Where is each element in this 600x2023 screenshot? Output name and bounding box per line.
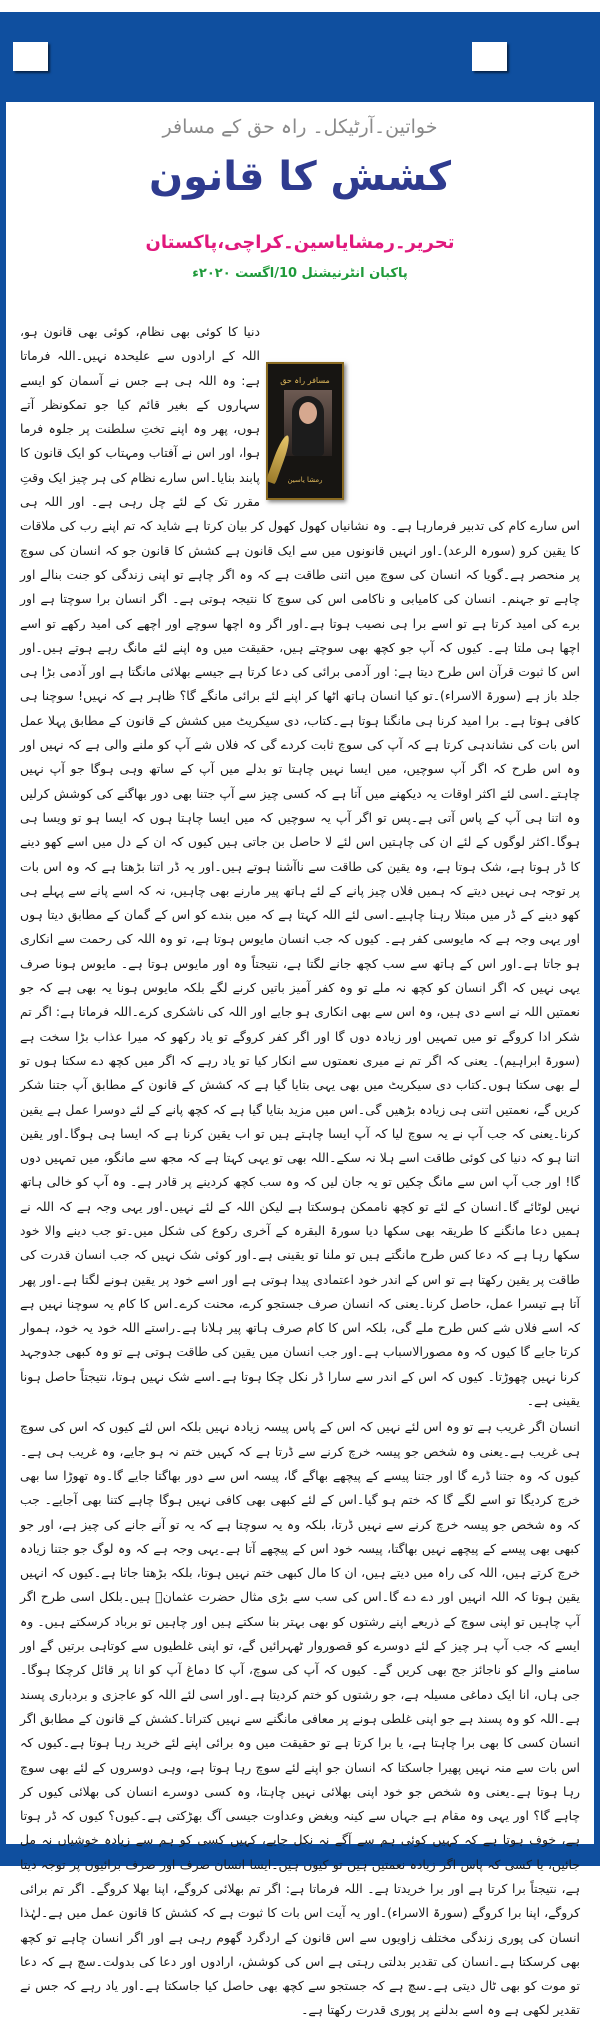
portrait-face — [299, 402, 317, 424]
publication-source: پاکبان انٹرنیشنل 10/اگست ۲۰۲۰ء — [192, 266, 408, 281]
article-title: کشش کا قانون — [148, 154, 452, 200]
corner-square-left — [13, 42, 48, 71]
cover-author-name: رمشا یاسین — [287, 476, 323, 484]
article-panel — [6, 102, 594, 2018]
cover-title: مسافر راہ حق — [280, 376, 330, 385]
author-portrait — [284, 390, 332, 456]
category-kicker: خواتین۔آرٹیکل۔ راہ حق کے مسافر — [162, 116, 438, 138]
corner-square-right — [472, 42, 507, 71]
article-paragraph: دنیا کا کوئی بھی نظام، کوئی بھی قانون ہو، اللہ کے ارادوں سے علیحدہ نہیں۔اللہ فرماتا ہے: وہ اللہ ہی ہے جس نے آسمان کو ایسے سہاروں کے بغیر قائم کیا جو تمکونظر آتے ہوں، پھر وہ اپنے تختِ سلطنت پر جلوہ فرما ہوا، اور اس نے آفتاب ومہتاب کو ایک قانون کا پابند بنایا۔اس سارے نظام کی ہر چیز ایک وقتِ مقرر تک کے لئے چل رہی ہے۔ اور اللہ ہی اس سارے کام کی تدبیر فرمارہا ہے۔ وہ نشانیاں کھول کھول کر بیان کرتا ہے شاید کہ تم اپنے رب کی ملاقات کا یقین کرو (سورہ الرعد)۔اور انہیں قانونوں میں سے ایک قانون ہے کشش کا قانون جو کہ انسان کی سوچ پر منحصر ہے۔گویا کہ انسان کی سوچ میں اتنی طاقت ہے کہ وہ اگر چاہے تو اپنی زندگی کو جنت بنالے اور چاہے تو جہنم۔ انسان کی کامیابی و ناکامی اس کی سوچ کا نتیجہ ہوتی ہے۔ اگر انسان برا سوچتا ہے اور برے کی امید کرتا ہے تو اسے برا ہی نصیب ہوتا ہے۔اور اگر وہ اچھا سوچے اور اچھے کی امید رکھے تو اسے اچھا ہی ملتا ہے۔ کیوں کہ آپ جو کچھ بھی سوچتے ہیں، حقیقت میں وہ اپنے لئے مانگ رہے ہوتے ہیں۔اور اس کا ثبوت قرآن اس طرح دیتا ہے: اور آدمی برائی کی دعا کرتا ہے جیسے بھلائی مانگتا ہے اور آدمی بڑا ہی جلد باز ہے (سورۃ الاسراء)۔تو کیا انسان ہاتھ اٹھا کر اپنے لئے برائی مانگے گا؟ ظاہر ہے کہ نہیں! سوچنا ہی کافی ہوتا ہے۔ برا امید کرنا ہی مانگنا ہوتا ہے۔کتاب، دی سیکریٹ میں کشش کے قانون کے مطابق پہلا عمل اس بات کی نشاندہی کرتا ہے کہ آپ کی سوچ ثابت کردے گی کہ فلاں شے آپ کو ملنے والی ہے کہ نہیں اور وہ اس طرح کہ اگر آپ سوچیں، میں ایسا نہیں چاہتا تو بدلے میں آپ کے ساتھ وہی ہوگا جو آپ نہیں چاہتے۔اسی لئے اکثر اوقات یہ دیکھنے میں آتا ہے کہ کسی چیز سے آپ جتنا بھی دور بھاگنے کی کوشش کرلیں وہ اتنا ہی آپ کے پاس آتی ہے۔پس تو اگر آپ یہ سوچیں کہ میں ایسا چاہتا ہوں کہ ایسا ہو تو ویسا ہی ہوگا۔اکثر لوگوں کے لئے ان کی چاہتیں اس لئے لا حاصل بن جاتی ہیں کیوں کہ ان کے دل میں اسے کھو دینے کا ڈر ہوتا ہے، شک ہوتا ہے، وہ یقین کی طاقت سے ناآشنا ہوتے ہیں۔اور یہ ڈر اتنا بڑھتا ہے کہ وہ اس بات پر توجہ ہی نہیں دیتے کہ ہمیں فلاں چیز پانے کے لئے ہاتھ پیر مارنے بھی چاہیں، نہ کہ اسے پانے سے پہلے ہی کھو دینے کے ڈر میں مبتلا رہنا چاہیے۔اسی لئے اللہ کہتا ہے کہ میں بندے کو اس کے گمان کے مطابق دیتا ہوں اور یہی وجہ ہے کہ مایوسی کفر ہے۔ کیوں کہ جب انسان مایوس ہوتا ہے، تو وہ اللہ کی رحمت سے انکاری ہو جاتا ہے۔اور اس کے ہاتھ سے سب کچھ جانے لگتا ہے، نتیجتاً وہ اور مایوس ہوتا ہے۔ مایوس ہونا صرف یہی نہیں کہ اگر انسان کو کچھ نہ ملے تو وہ کفر آمیز باتیں کرنے لگے بلکہ مایوس ہونا یہ بھی ہے کہ جو نعمتیں اللہ نے اسے دی ہیں، وہ اس سے بھی انکاری ہو جایے اور اللہ کی ناشکری کرے۔اللہ فرماتا ہے: اگر تم شکر ادا کروگے تو میں تمہیں اور زیادہ دوں گا اور اگر کفر کروگے تو یاد رکھو کہ میرا عذاب بڑا سخت ہے (سورۃ ابراہیم)۔ یعنی کہ اگر تم نے میری نعمتوں سے انکار کیا تو یاد رہے کہ اگر میں کچھ دے سکتا ہوں تو لے بھی سکتا ہوں۔کتاب دی سیکریٹ میں بھی یہی بتایا گیا ہے کہ کشش کے قانون کے مطابق آپ جتنا شکر کریں گے، نعمتیں اتنی ہی زیادہ بڑھیں گی۔اس میں مزید بتایا گیا ہے کہ کچھ پانے کے لئے دوسرا عمل ہے یقین کرنا۔یعنی کہ جب آپ نے یہ سوچ لیا کہ آپ ایسا چاہتے ہیں تو اب یقین کرنا ہے کہ ایسا ہی ہوگا۔اور یقین اتنا ہو کہ دنیا کی کوئی طاقت اسے ہلا نہ سکے۔اللہ بھی تو یہی کہتا ہے کہ مجھ سے مانگو، میں تمہیں دوں گا! اور جب آپ اس سے مانگ چکیں تو یہ جان لیں کہ وہ سب کچھ کردینے پر قادر ہے۔ وہ آپ کو خالی ہاتھ نہیں لوٹائے گا۔انسان کے لئے تو کچھ ناممکن ہوسکتا ہے لیکن اللہ کے لئے نہیں۔اور یہی وجہ ہے کہ اللہ نے ہمیں دعا مانگنے کا طریقہ بھی سکھا دیا سورۃ البقرہ کے آخری رکوع کی شکل میں۔تو جب دینے والا خود سکھا رہا ہے کہ دعا کس طرح مانگتے ہیں تو ملنا تو یقینی ہے۔اور کوئی شک نہیں کہ جب انسان قدرت کی طاقت پر یقین رکھتا ہے تو اس کے اندر خود اعتمادی پیدا ہوتی ہے اور اسے خود پر یقین ہونے لگتا ہے۔اور پھر آتا ہے تیسرا عمل، حاصل کرنا۔یعنی کہ انسان صرف جستجو کرے، محنت کرے۔اس کا کام یہ سوچنا نہیں ہے کہ اسے فلاں شے کس طرح ملے گی، بلکہ اس کا کام صرف ہاتھ پیر ہلانا ہے۔راستے اللہ خود یہ خود، ہموار کرتا جایے گا کیوں کہ وہ مصورالاسباب ہے۔اور جب انسان میں یقین کی طاقت ہوتی ہے تو وہ کبھی جدوجہد کرنا نہیں چھوڑتا۔ کیوں کہ اس کے اندر سے سارا ڈر نکل چکا ہوتا ہے۔اسے شک نہیں ہوتا، نتیجتاً حاصل ہونا یقینی ہے۔ — [20, 324, 580, 1409]
article-paragraph: انسان اگر غریب ہے تو وہ اس لئے نہیں کہ اس کے پاس پیسہ زیادہ نہیں بلکہ اس لئے کیوں کہ اس کی سوچ ہی غریب ہے۔یعنی وہ شخص جو پیسہ خرچ کرنے سے ڈرتا ہے کہ کہیں ختم نہ ہو جایے، وہ غریب ہی ہے۔کیوں کہ وہ جتنا ڈرے گا اور جتنا پیسے کے پیچھے بھاگے گا، پیسہ اس سے دور بھاگتا جایے گا۔وہ تھوڑا سا بھی خرچ کردیگا تو اسے لگے گا کہ ختم ہو گیا۔اس کے لئے کبھی بھی کافی نہیں ہوگا چاہے کتنا بھی آجایے۔ جب کہ وہ شخص جو پیسہ خرچ کرنے سے نہیں ڈرتا، بلکہ وہ یہ سوچتا ہے کہ یہ تو آنے جانے کی چیز ہے، اور جو کبھی بھی پیسے کے پیچھے نہیں بھاگتا، پیسہ خود اس کے پیچھے آتا ہے۔یہی وجہ ہے کہ وہ لوگ جو جتنا زیادہ خرچ کرتے ہیں، اللہ کی راہ میں دیتے ہیں، ان کا مال کبھی ختم نہیں ہوتا، بلکہ بڑھتا جاتا ہے۔کیوں کہ انہیں یقین ہوتا کہ اللہ انہیں اور دے دے گا۔اس کی سب سے بڑی مثال حضرت عثمانؓ ہیں۔بلکل اسی طرح اگر آپ چاہیں تو اپنی سوچ کے ذریعے اپنے رشتوں کو بھی بہتر بنا سکتے ہیں اور چاہیں تو برباد کرسکتے ہیں۔ وہ ایسے کہ جب آپ ہر چیز کے لئے دوسرے کو قصوروار ٹھہرائیں گے، تو اپنی غلطیوں سے کوتاہی برتیں گے اور سامنے والے کو ناجائز جج بھی کریں گے۔ کیوں کہ آپ کی سوچ، آپ کا دماغ آپ کو انا پر قائل کرچکا ہوگا۔ جی ہاں، انا ایک دماغی مسیلہ ہے، جو رشتوں کو ختم کردیتا ہے۔اور اسی لئے اللہ کو عاجزی و بردباری پسند ہے۔اللہ کو وہ پسند ہے جو اپنی غلطی ہونے پر معافی مانگنے سے نہیں کتراتا۔کشش کے قانون کے مطابق اگر انسان کسی کا بھی برا چاہتا ہے، یا برا کرتا ہے تو حقیقت میں وہ برائی اپنے لئے خرید رہا ہوتا ہے۔کیوں کہ اس بات سے منہ نہیں پھیرا جاسکتا کہ انسان جو اپنے لئے سوچ رہا ہوتا ہے، وہی دوسروں کے لئے بھی سوچ رہا ہوتا ہے۔یعنی وہ شخص جو خود اپنی بھلائی نہیں چاہتا، وہ کسی دوسرے انسان کی بھلائی کیوں کر چاہے گا؟ اور یہی وہ مقام ہے جہاں سے کینہ وبغض وعداوت جیسی آگ بھڑکتی ہے۔کیوں؟ کیوں کہ ڈر ہوتا ہے، خوف ہوتا ہے کہ کہیں کوئی ہم سے آگے نہ نکل جایے، کہیں کسی کو ہم سے زیادہ خوشیاں نہ مل جائیں، یا کسی کہ پاس اگر زیادہ نعمتیں ہیں تو کیوں ہیں۔ایسا انسان صرف اور صرف برائیوں پر توجہ دیتا ہے، نتیجتاً برا کرتا ہے اور برا خریدتا ہے۔ اللہ فرماتا ہے: اگر تم بھلائی کروگے، اپنا بھلا کروگے۔ اگر تم برائی کروگے، اپنا برا کروگے (سورۃ الاسراء)۔اور یہ آیت اس بات کا ثبوت ہے کہ کشش کا قانون عمل میں ہے۔لہٰذا انسان کی پوری زندگی مختلف زاویوں سے اس قانون کے اردگرد گھوم رہی ہے اور اگر انسان چاہے تو کچھ بھی کرسکتا ہے۔انسان کی تقدیر بدلتی رہتی ہے اس کی کوشش، ارادوں اور دعا کی بدولت۔سچ ہے کہ دعا تو موت کو بھی ٹال دیتی ہے۔سچ ہے کہ جستجو سے کچھ بھی حاصل کیا جاسکتا ہے۔اور یاد رہے کہ جس نے تقدیر لکھی ہے وہ اسے بدلنے پر پوری قدرت رکھتا ہے۔ — [20, 1419, 580, 2018]
article-body — [20, 320, 580, 2018]
book-cover-image — [266, 362, 344, 500]
author-byline: تحریر۔رمشایاسین۔کراچی،پاکستان — [145, 232, 455, 253]
